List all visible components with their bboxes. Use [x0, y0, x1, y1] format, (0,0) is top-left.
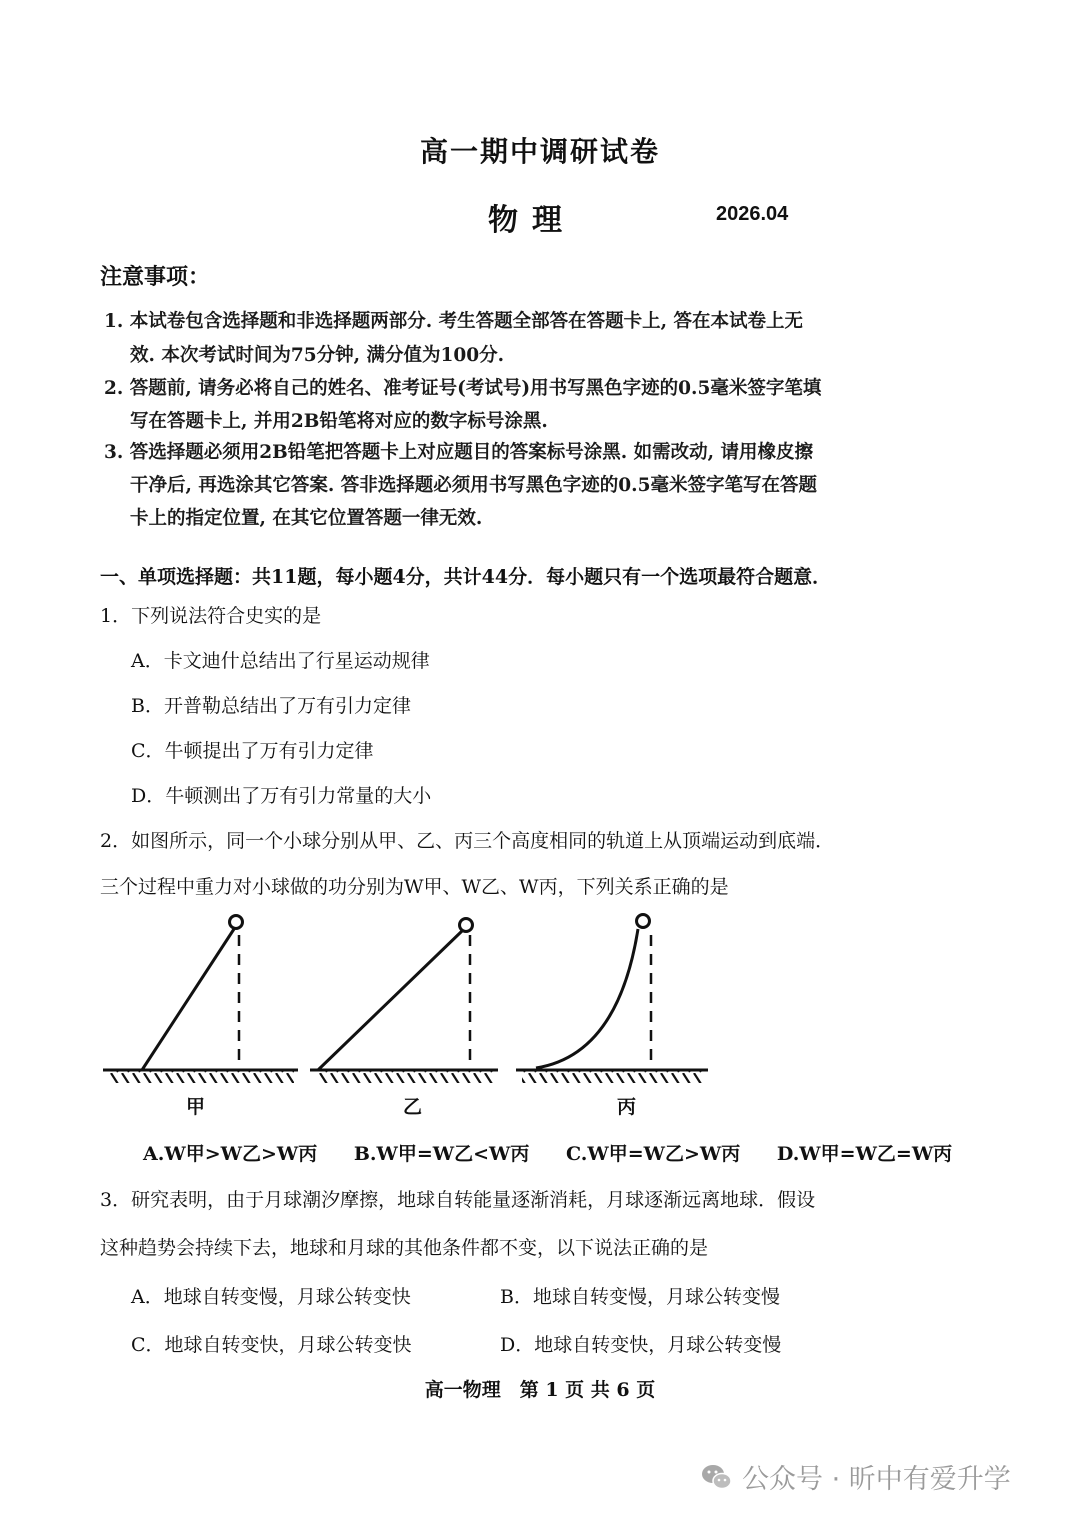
notice-line: 2. 答题前, 请务必将自己的姓名、准考证号(考试号)用书写黑色字迹的0.5毫米签字笔填 [104, 378, 822, 399]
notice-heading: 注意事项： [100, 264, 211, 290]
page-footer: 高一物理 第 1 页 共 6 页 [424, 1379, 656, 1401]
question-2-choice-b: B.W甲=W乙<W丙 [353, 1143, 530, 1165]
question-3-stem-line1: 3．研究表明，由于月球潮汐摩擦，地球自转能量逐渐消耗，月球逐渐远离地球．假设 [100, 1189, 816, 1211]
exam-title: 高一期中调研试卷 [419, 135, 660, 168]
exam-date: 2026.04 [716, 203, 789, 225]
question-2-choices [143, 1139, 982, 1166]
question-2-choice-a: A.W甲>W乙>W丙 [143, 1143, 318, 1165]
question-1-option-d: D．牛顿测出了万有引力常量的大小 [131, 785, 432, 807]
question-1-option-b: B．开普勒总结出了万有引力定律 [131, 695, 411, 717]
question-2-choice-d: D.W甲=W乙=W丙 [776, 1143, 953, 1165]
question-2-figure [98, 905, 718, 1115]
question-3-option-c: C．地球自转变快，月球公转变快 [131, 1334, 412, 1356]
question-3-option-b: B．地球自转变慢，月球公转变慢 [500, 1286, 780, 1308]
figure-label-yi: 乙 [403, 1096, 423, 1118]
notice-line: 效. 本次考试时间为75分钟, 满分值为100分. [130, 345, 505, 366]
figure-label-bing: 丙 [617, 1096, 637, 1118]
subject-title: 物理 [488, 203, 576, 238]
question-2-stem-line2: 三个过程中重力对小球做的功分别为W甲、W乙、W丙，下列关系正确的是 [100, 876, 729, 898]
watermark-text: 公众号 · 昕中有爱升学 [742, 1464, 1011, 1495]
notice-line: 1. 本试卷包含选择题和非选择题两部分. 考生答题全部答在答题卡上, 答在本试卷上无 [104, 311, 804, 332]
question-2-stem-line1: 2．如图所示，同一个小球分别从甲、乙、丙三个高度相同的轨道上从顶端运动到底端． [100, 830, 835, 852]
question-3-option-d: D．地球自转变快，月球公转变慢 [500, 1334, 782, 1356]
ball-icon [637, 915, 650, 928]
track-bing [516, 915, 708, 1084]
figure-label-jia: 甲 [186, 1096, 206, 1118]
wechat-icon [700, 1462, 734, 1492]
watermark [700, 1457, 1011, 1496]
question-2-choice-c: C.W甲=W乙>W丙 [566, 1143, 741, 1165]
question-3-option-a: A．地球自转变慢，月球公转变快 [131, 1286, 411, 1308]
question-1-option-a: A．卡文迪什总结出了行星运动规律 [131, 650, 430, 672]
notice-line: 3. 答选择题必须用2B铅笔把答题卡上对应题目的答案标号涂黑. 如需改动, 请用橡皮擦 [104, 442, 814, 463]
notice-line: 干净后, 再选涂其它答案. 答非选择题必须用书写黑色字迹的0.5毫米签字笔写在答题 [130, 475, 817, 496]
ball-icon [460, 919, 473, 932]
track-jia [103, 916, 298, 1084]
question-3-stem-line2: 这种趋势会持续下去，地球和月球的其他条件都不变，以下说法正确的是 [100, 1237, 709, 1259]
question-1-option-c: C．牛顿提出了万有引力定律 [131, 740, 374, 762]
notice-line: 写在答题卡上, 并用2B铅笔将对应的数字标号涂黑. [130, 411, 548, 432]
ball-icon [230, 916, 243, 929]
question-1-stem: 1．下列说法符合史实的是 [100, 605, 322, 627]
section-heading: 一、单项选择题：共11题，每小题4分，共计44分．每小题只有一个选项最符合题意． [100, 566, 832, 588]
notice-line: 卡上的指定位置, 在其它位置答题一律无效. [130, 508, 483, 529]
track-yi [310, 919, 498, 1084]
